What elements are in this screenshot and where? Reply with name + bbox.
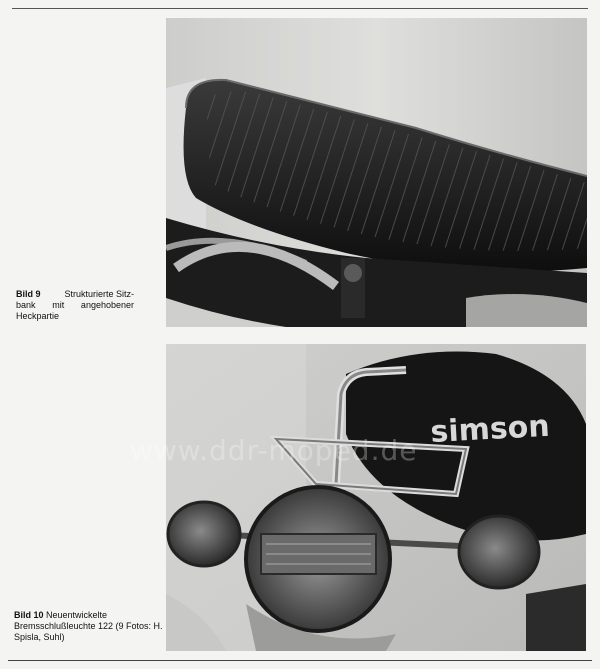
caption-text: Strukturierte Sitz- [64, 289, 134, 299]
caption-bild-10 [14, 610, 164, 643]
caption-bild-9 [16, 289, 134, 322]
watermark: www.ddr-moped.de [130, 434, 418, 467]
caption-text: Neuentwickelte Bremsschlußleuchte 122 (9 Fotos: H. Spisla, Suhl) [14, 610, 163, 642]
bottom-rule [8, 660, 592, 661]
figure-label: Bild 10 [14, 610, 44, 620]
photo-tail-light [166, 344, 586, 651]
caption-text: bank mit angehobener Heckpartie [16, 300, 134, 321]
top-rule [12, 8, 588, 9]
figure-label: Bild 9 [16, 289, 41, 299]
saddle-brand-text: simson [429, 408, 551, 450]
photo-seat [166, 18, 587, 327]
